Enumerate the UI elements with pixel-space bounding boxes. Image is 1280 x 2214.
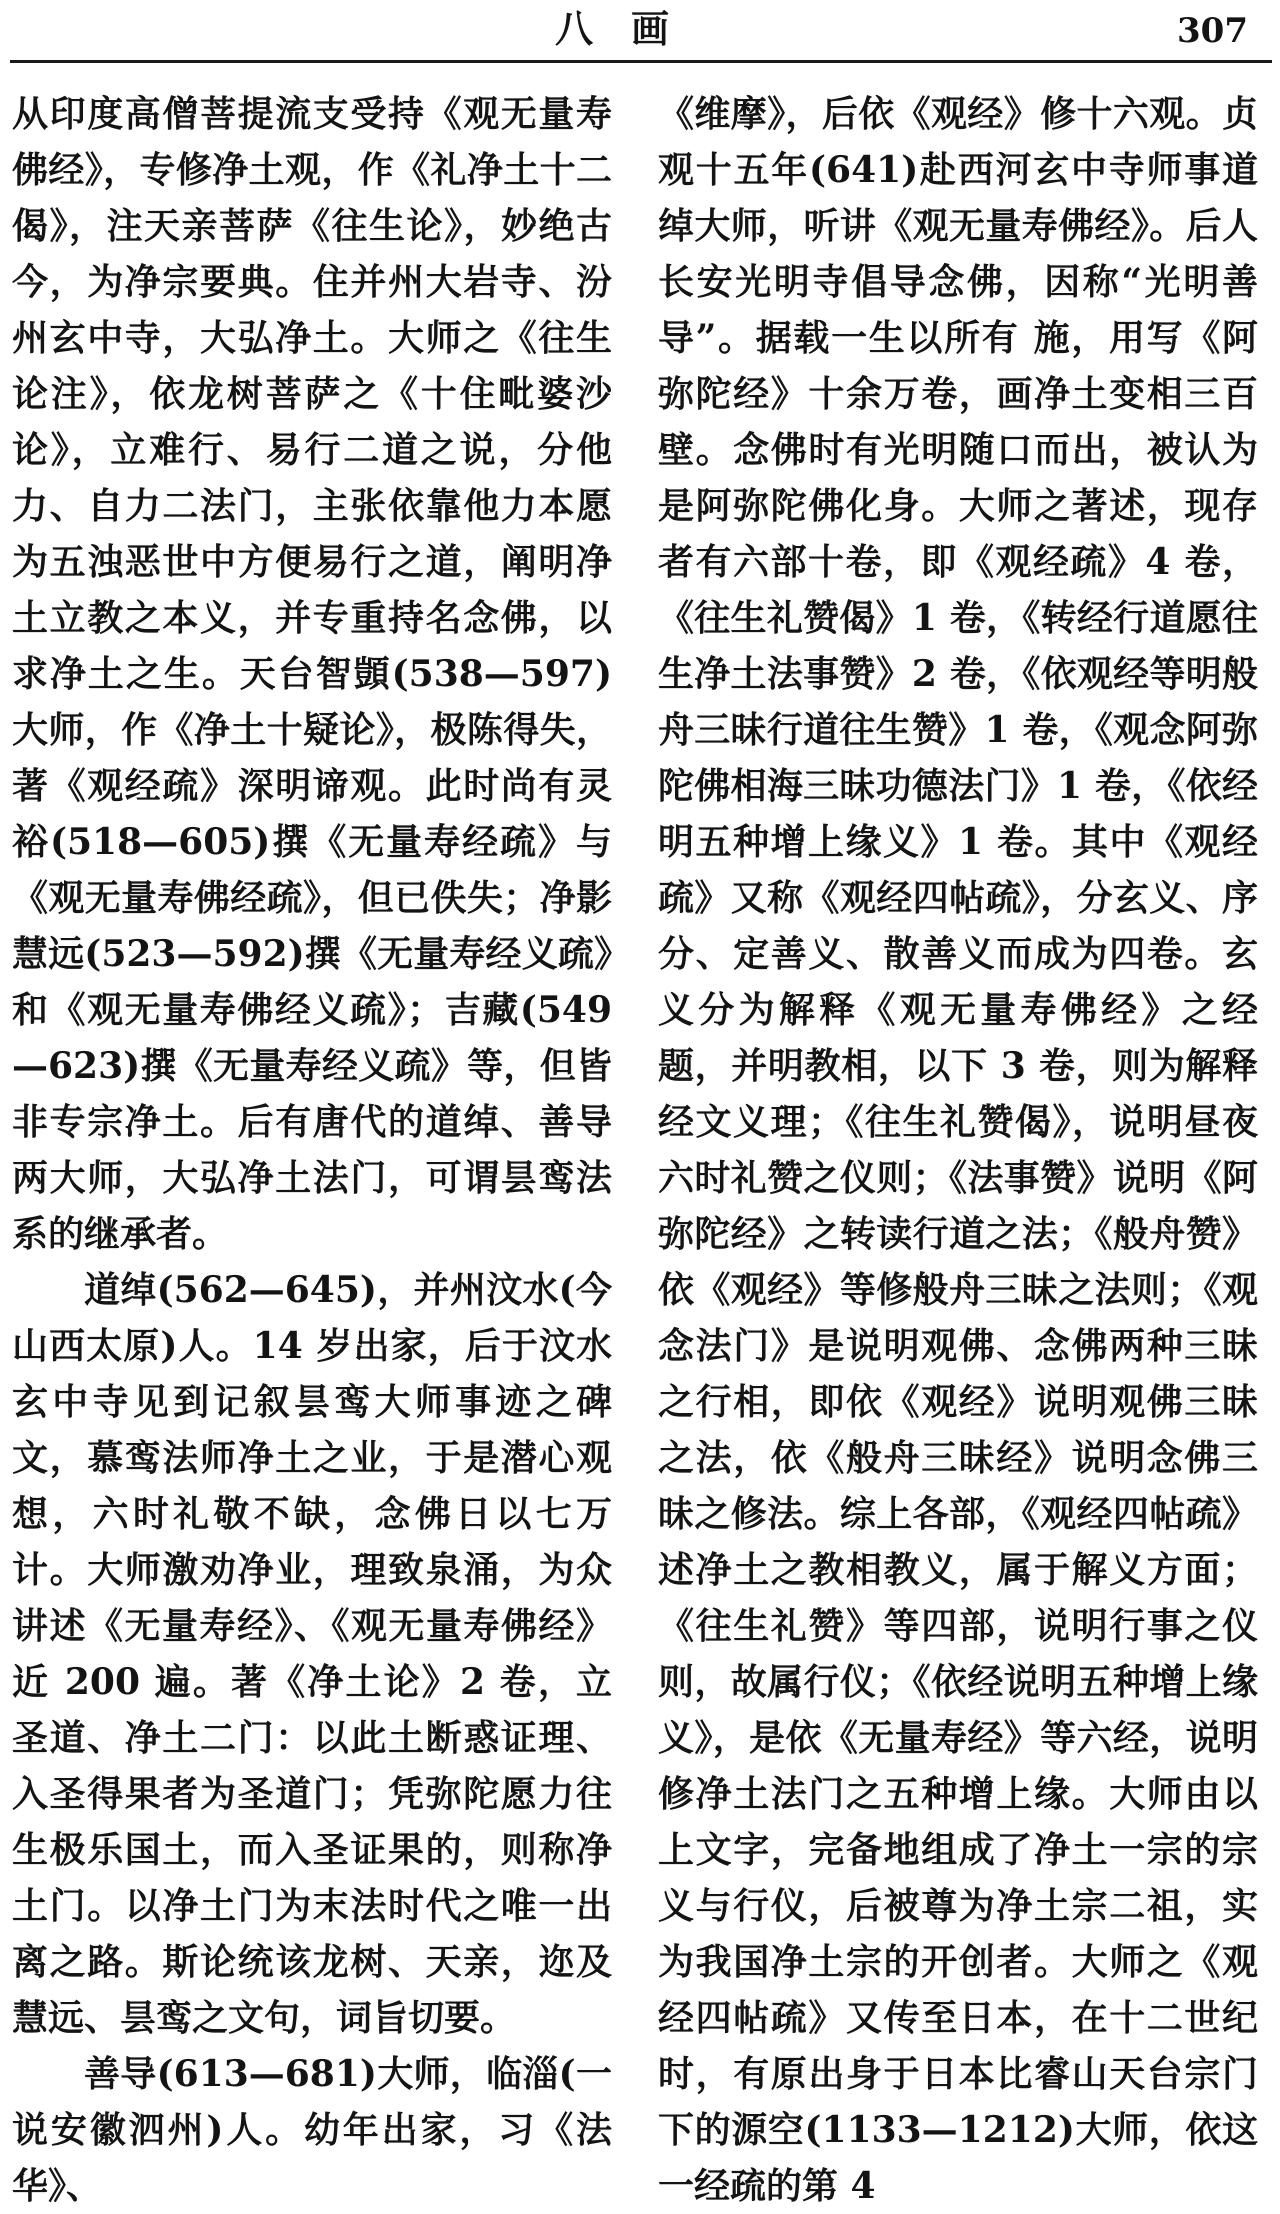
paragraph: 从印度高僧菩提流支受持《观无量寿佛经》，专修净土观，作《礼净土十二偈》，注天亲菩萨《往生论》，妙绝古今，为净宗要典。住并州大岩寺、汾州玄中寺，大弘净土。大师之《往生论注》，依龙树菩萨之《十住毗婆沙论》，立难行、易行二道之说，分他力、自力二法门，主张依靠他力本愿为五浊恶世中方便易行之道，阐明净土立教之本义，并专重持名念佛，以求净土之生。天台智顗(538—597)大师，作《净土十疑论》，极陈得失，著《观经疏》深明谛观。此时尚有灵裕(518—605)撰《无量寿经疏》与《观无量寿佛经疏》，但已佚失；净影慧远(523—592)撰《无量寿经义疏》和《观无量寿佛经义疏》；吉藏(549—623)撰《无量寿经义疏》等，但皆非专宗净土。后有唐代的道绰、善导两大师，大弘净土法门，可谓昙鸾法系的继承者。 [12,93,612,1255]
header-rule [10,60,1272,63]
running-header-title: 八画 [555,6,708,51]
page-number: 307 [1177,11,1248,51]
paragraph: 善导(613—681)大师，临淄(一说安徽泗州)人。幼年出家，习《法华》、 [12,2053,612,2207]
page-header [0,0,1280,64]
paragraph: 道绰(562—645)，并州汶水(今山西太原)人。14 岁出家，后于汶水玄中寺见到记叙昙鸾大师事迹之碑文，慕鸾法师净土之业，于是潜心观想，六时礼敬不缺，念佛日以七万计。大师激劝净业，理致泉涌，为众讲述《无量寿经》、《观无量寿佛经》近 200 遍。著《净土论》2 卷，立圣道、净土二门：以此土断惑证理、入圣得果者为圣道门；凭弥陀愿力往生极乐国土，而入圣证果的，则称净土门。以净土门为末法时代之唯一出离之路。斯论统该龙树、天亲，迩及慧远、昙鸾之文句，词旨切要。 [12,1269,612,2039]
left-column [12,86,612,2214]
right-column [658,86,1258,2214]
paragraph: 《维摩》，后依《观经》修十六观。贞观十五年(641)赴西河玄中寺师事道绰大师，听讲《观无量寿佛经》。后人长安光明寺倡导念佛，因称“光明善导”。据载一生以所有 施，用写《阿弥陀经》十余万卷，画净土变相三百壁。念佛时有光明随口而出，被认为是阿弥陀佛化身。大师之著述，现存者有六部十卷，即《观经疏》4 卷，《往生礼赞偈》1 卷，《转经行道愿往生净土法事赞》2 卷，《依观经等明般舟三昧行道往生赞》1 卷，《观念阿弥陀佛相海三昧功德法门》1 卷，《依经明五种增上缘义》1 卷。其中《观经疏》又称《观经四帖疏》，分玄义、序分、定善义、散善义而成为四卷。玄义分为解释《观无量寿佛经》之经题，并明教相，以下 3 卷，则为解释经文义理；《往生礼赞偈》，说明昼夜六时礼赞之仪则；《法事赞》说明《阿弥陀经》之转读行道之法；《般舟赞》依《观经》等修般舟三昧之法则；《观念法门》是说明观佛、念佛两种三昧之行相，即依《观经》说明观佛三昧之法，依《般舟三昧经》说明念佛三昧之修法。综上各部，《观经四帖疏》述净土之教相教义，属于解义方面；《往生礼赞》等四部，说明行事之仪则，故属行仪；《依经说明五种增上缘义》，是依《无量寿经》等六经，说明修净土法门之五种增上缘。大师由以上文字，完备地组成了净土一宗的宗义与行仪，后被尊为净土宗二祖，实为我国净土宗的开创者。大师之《观经四帖疏》又传至日本，在十二世纪时，有原出身于日本比睿山天台宗门下的源空(1133—1212)大师，依这一经疏的第 4 [658,93,1258,2207]
